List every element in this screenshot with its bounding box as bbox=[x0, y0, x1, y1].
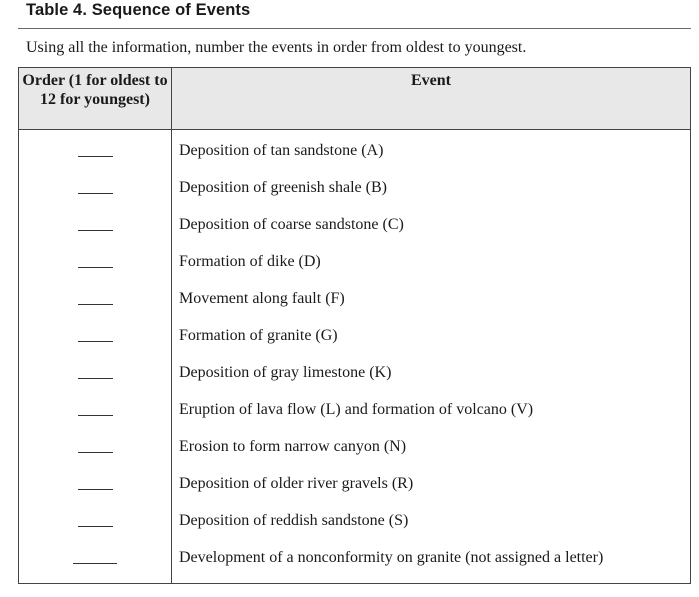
order-blank[interactable] bbox=[73, 563, 117, 564]
table-row bbox=[19, 427, 690, 464]
event-text: Deposition of coarse sandstone (C) bbox=[179, 216, 404, 233]
order-blank[interactable] bbox=[78, 304, 113, 305]
table-header-row bbox=[19, 68, 690, 130]
table-row bbox=[19, 501, 690, 538]
table-body bbox=[19, 130, 690, 575]
table-row bbox=[19, 390, 690, 427]
order-blank[interactable] bbox=[78, 452, 113, 453]
event-text: Eruption of lava flow (L) and formation of volcano (V) bbox=[179, 401, 534, 418]
order-blank[interactable] bbox=[78, 489, 113, 490]
event-text: Deposition of older river gravels (R) bbox=[179, 475, 414, 492]
order-column-header: Order (1 for oldest to 12 for youngest) bbox=[22, 72, 168, 108]
order-blank[interactable] bbox=[78, 526, 113, 527]
order-blank[interactable] bbox=[78, 267, 113, 268]
order-blank[interactable] bbox=[78, 378, 113, 379]
table-row bbox=[19, 464, 690, 501]
event-text: Erosion to form narrow canyon (N) bbox=[179, 438, 407, 455]
table-row bbox=[19, 279, 690, 316]
table-title: Table 4. Sequence of Events bbox=[26, 1, 251, 19]
title-divider bbox=[18, 28, 691, 29]
order-blank[interactable] bbox=[78, 193, 113, 194]
table-row bbox=[19, 316, 690, 353]
order-blank[interactable] bbox=[78, 230, 113, 231]
table-row bbox=[19, 353, 690, 390]
event-text: Development of a nonconformity on granite (not assigned a letter) bbox=[179, 549, 604, 566]
event-text: Formation of granite (G) bbox=[179, 327, 338, 344]
event-text: Deposition of reddish sandstone (S) bbox=[179, 512, 409, 529]
event-text: Deposition of tan sandstone (A) bbox=[179, 142, 384, 159]
sequence-of-events-table bbox=[18, 67, 691, 584]
event-column-header: Event bbox=[411, 72, 451, 89]
event-text: Formation of dike (D) bbox=[179, 253, 321, 270]
event-text: Deposition of gray limestone (K) bbox=[179, 364, 392, 381]
instructions-text: Using all the information, number the events in order from oldest to youngest. bbox=[26, 39, 527, 56]
order-blank[interactable] bbox=[78, 341, 113, 342]
table-row bbox=[19, 205, 690, 242]
event-text: Movement along fault (F) bbox=[179, 290, 345, 307]
table-row bbox=[19, 538, 690, 575]
event-text: Deposition of greenish shale (B) bbox=[179, 179, 387, 196]
order-blank[interactable] bbox=[78, 415, 113, 416]
table-row bbox=[19, 242, 690, 279]
table-row bbox=[19, 131, 690, 168]
table-row bbox=[19, 168, 690, 205]
order-blank[interactable] bbox=[78, 156, 113, 157]
